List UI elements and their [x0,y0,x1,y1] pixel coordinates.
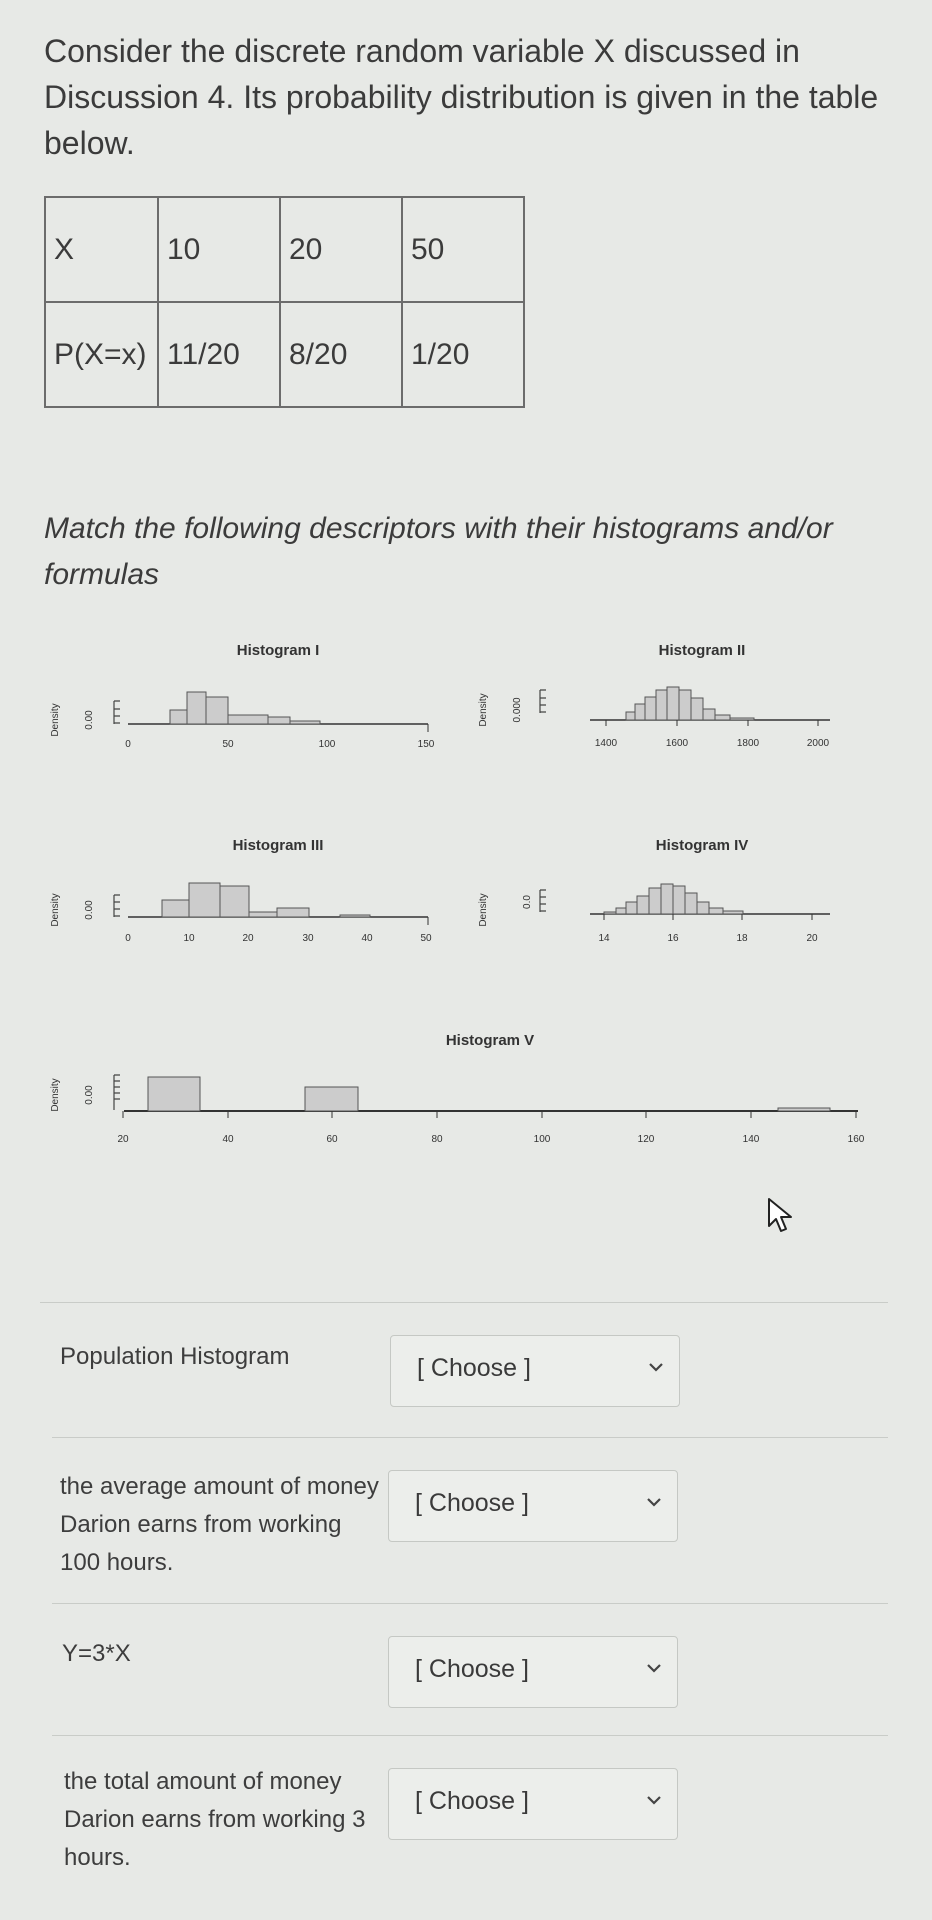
descriptor-y-equals-3x: Y=3*X [62,1640,131,1667]
descriptor-population-histogram: Population Histogram [60,1343,290,1370]
histogram-4 [478,837,830,944]
table-row-x [45,197,524,302]
histogram-5-ytick: 0.00 [84,1085,95,1105]
histogram-2-title: Histogram II [658,642,746,659]
histogram-5-xtick: 160 [847,1134,865,1145]
row-divider [52,1437,888,1438]
histogram-4-ytick: 0.0 [522,895,533,909]
histogram-3 [50,837,432,944]
mouse-cursor-icon [766,1196,796,1236]
histogram-1-xtick: 0 [125,739,131,750]
histogram-3-xtick: 10 [183,933,195,944]
select-value: [ Choose ] [417,1354,531,1382]
histogram-5 [50,1032,865,1145]
histogram-4-title: Histogram IV [655,837,749,854]
histogram-3-xtick: 50 [420,933,432,944]
match-instruction: Match the following descriptors with their histograms and/or formulas [44,512,833,591]
histogram-2-xtick: 1800 [736,738,760,749]
table-cell: P(X=x) [45,302,158,407]
table-cell: 11/20 [158,302,280,407]
histogram-1-ylabel: Density [50,703,61,737]
histogram-1-title: Histogram I [236,642,320,659]
chevron-down-icon [645,1791,663,1809]
histogram-2-xtick: 2000 [806,738,830,749]
table-row-px [45,302,524,407]
table-cell: 8/20 [280,302,402,407]
descriptor-total-money: the total amount of money Darion earns from working 3 hours. [64,1768,366,1871]
histogram-1-xtick: 150 [417,739,435,750]
histogram-4-ylabel: Density [478,893,489,927]
match-select-3[interactable] [388,1636,678,1708]
select-value: [ Choose ] [415,1489,529,1517]
histogram-5-xtick: 140 [742,1134,760,1145]
histogram-2-ylabel: Density [478,693,489,727]
table-cell: 1/20 [402,302,524,407]
histogram-5-xtick: 80 [431,1134,443,1145]
histogram-2-xtick: 1600 [665,738,689,749]
match-select-2[interactable] [388,1470,678,1542]
histogram-2 [478,642,830,749]
histogram-3-xtick: 40 [361,933,373,944]
histogram-1-xtick: 100 [318,739,336,750]
probability-table [44,196,525,408]
histogram-2-xtick: 1400 [594,738,618,749]
table-cell: 50 [402,197,524,302]
histogram-3-xtick: 30 [302,933,314,944]
row-divider [40,1302,888,1303]
row-divider [52,1735,888,1736]
descriptor-average-money: the average amount of money Darion earns from working 100 hours. [60,1473,379,1576]
histograms-figure [0,610,932,1170]
histogram-5-xtick: 100 [533,1134,551,1145]
histogram-5-xtick: 60 [326,1134,338,1145]
select-value: [ Choose ] [415,1655,529,1683]
histogram-3-ylabel: Density [50,893,61,927]
row-divider [52,1603,888,1604]
histogram-3-xtick: 20 [242,933,254,944]
match-select-1[interactable] [390,1335,680,1407]
histogram-1 [50,642,435,750]
select-value: [ Choose ] [415,1787,529,1815]
histogram-1-xtick: 50 [222,739,234,750]
histogram-3-ytick: 0.00 [84,900,95,920]
chevron-down-icon [647,1358,665,1376]
histogram-3-title: Histogram III [232,837,324,854]
question-intro: Consider the discrete random variable X discussed in Discussion 4. Its probability distribution is given in the table below. [44,33,879,161]
histogram-5-title: Histogram V [445,1032,535,1049]
table-cell: X [45,197,158,302]
histogram-4-xtick: 18 [736,933,748,944]
histogram-4-xtick: 14 [598,933,610,944]
chevron-down-icon [645,1493,663,1511]
table-cell: 10 [158,197,280,302]
chevron-down-icon [645,1659,663,1677]
histogram-5-xtick: 120 [637,1134,655,1145]
histogram-5-xtick: 20 [117,1134,129,1145]
match-select-4[interactable] [388,1768,678,1840]
histogram-1-ytick: 0.00 [84,710,95,730]
histogram-3-xtick: 0 [125,933,131,944]
histogram-4-xtick: 16 [667,933,679,944]
histogram-2-ytick: 0.000 [512,697,523,723]
histogram-5-xtick: 40 [222,1134,234,1145]
table-cell: 20 [280,197,402,302]
histogram-4-xtick: 20 [806,933,818,944]
histogram-5-ylabel: Density [50,1078,61,1112]
